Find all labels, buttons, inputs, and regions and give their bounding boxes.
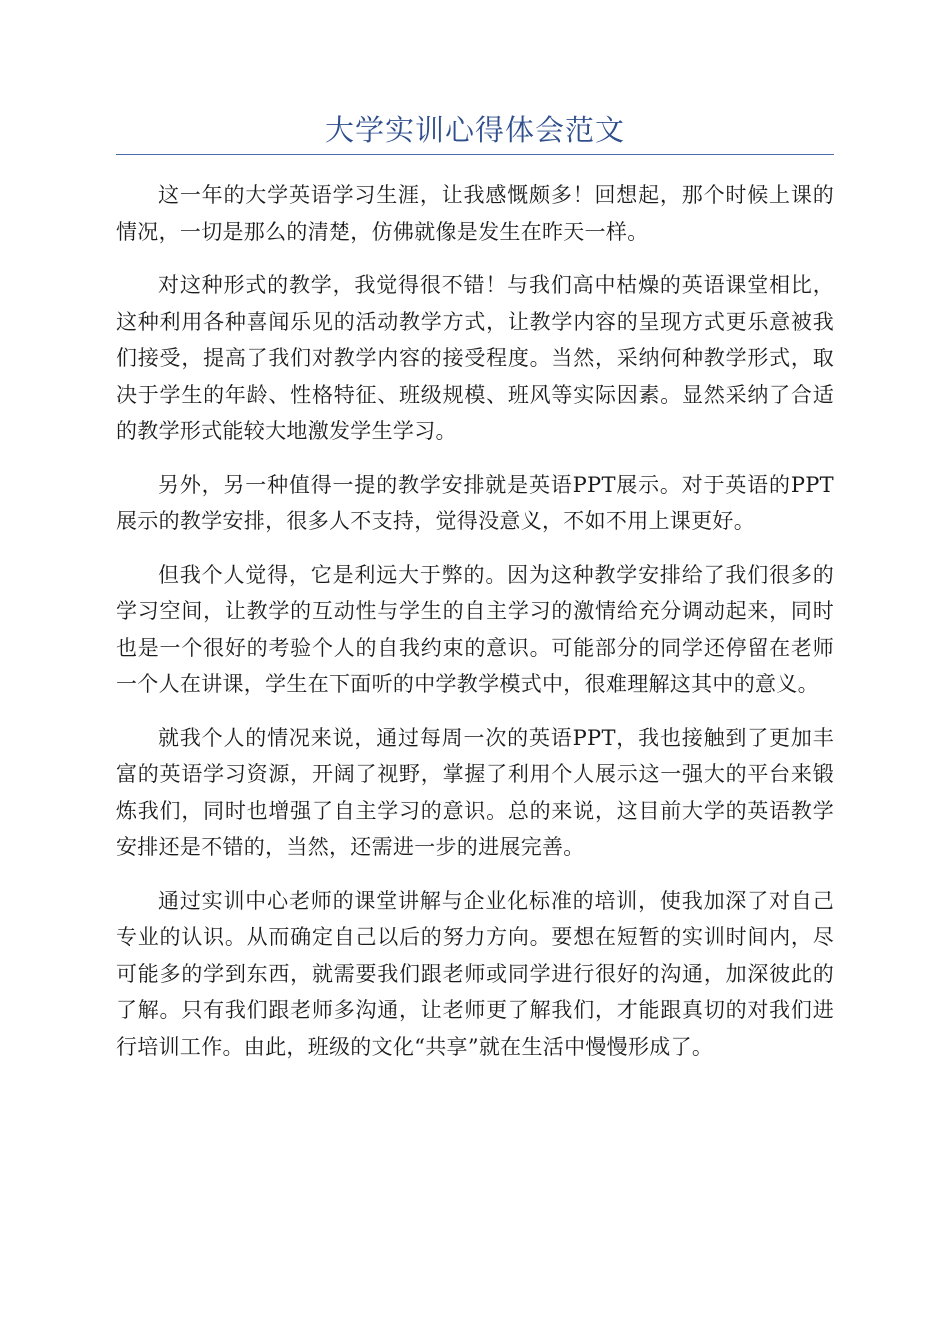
page-title: 大学实训心得体会范文 bbox=[324, 113, 625, 147]
paragraph-4: 但我个人觉得，它是利远大于弊的。因为这种教学安排给了我们很多的学习空间，让教学的互动性与学生的自主学习的激情给充分调动起来，同时也是一个很好的考验个人的自我约束的意识。可能部分的同学还停留在老师一个人在讲课，学生在下面听的中学教学模式中，很难理解这其中的意义。 bbox=[116, 562, 834, 696]
document-body bbox=[116, 177, 834, 1065]
paragraph-6: 通过实训中心老师的课堂讲解与企业化标准的培训，使我加深了对自己专业的认识。从而确定自己以后的努力方向。要想在短暂的实训时间内，尽可能多的学到东西，就需要我们跟老师或同学进行很好的沟通，加深彼此的了解。只有我们跟老师多沟通，让老师更了解我们，才能跟真切的对我们进行培训工作。由此，班级的文化“共享”就在生活中慢慢形成了。 bbox=[116, 888, 834, 1059]
paragraph-2: 对这种形式的教学，我觉得很不错！与我们高中枯燥的英语课堂相比，这种利用各种喜闻乐见的活动教学方式，让教学内容的呈现方式更乐意被我们接受，提高了我们对教学内容的接受程度。当然，采纳何种教学形式，取决于学生的年龄、性格特征、班级规模、班风等实际因素。显然采纳了合适的教学形式能较大地激发学生学习。 bbox=[116, 273, 834, 443]
paragraph-5: 就我个人的情况来说，通过每周一次的英语PPT，我也接触到了更加丰富的英语学习资源，开阔了视野，掌握了利用个人展示这一强大的平台来锻炼我们，同时也增强了自主学习的意识。总的来说，这目前大学的英语教学安排还是不错的，当然，还需进一步的进展完善。 bbox=[116, 725, 834, 859]
document-page bbox=[116, 108, 834, 1082]
paragraph-3: 另外，另一种值得一提的教学安排就是英语PPT展示。对于英语的PPT展示的教学安排，很多人不支持，觉得没意义，不如不用上课更好。 bbox=[116, 472, 834, 533]
paragraph-1: 这一年的大学英语学习生涯，让我感慨颇多！回想起，那个时候上课的情况，一切是那么的清楚，仿佛就像是发生在昨天一样。 bbox=[116, 183, 834, 244]
title-underline bbox=[116, 154, 834, 155]
